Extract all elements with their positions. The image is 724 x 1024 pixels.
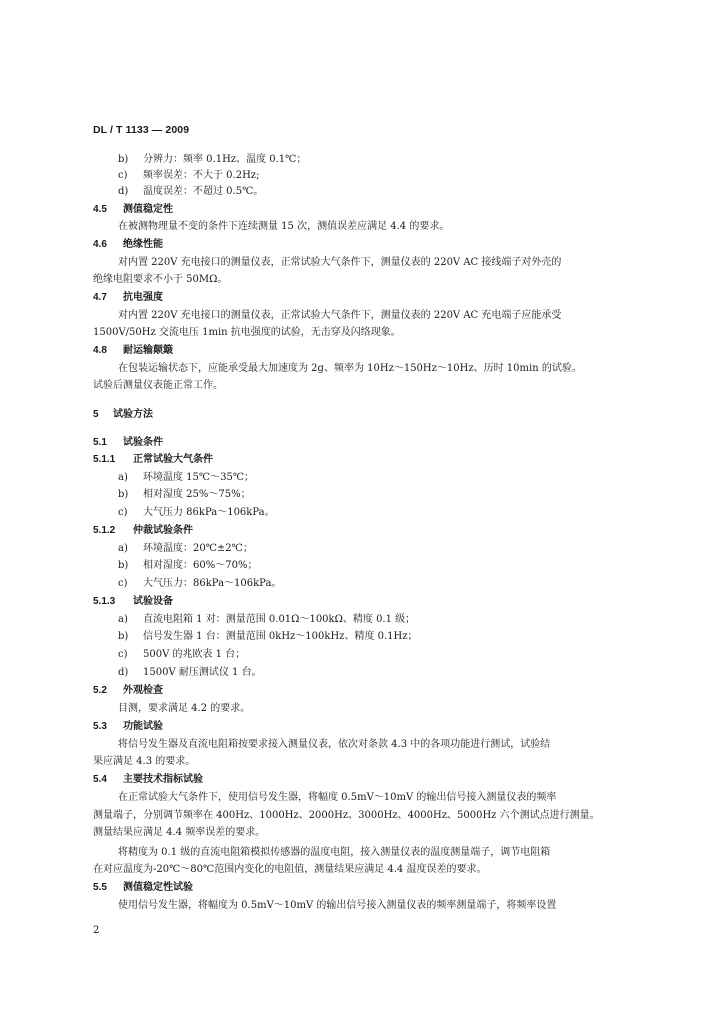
list-item [118, 648, 245, 662]
section-heading-5-1 [93, 436, 163, 450]
list-text: 相对湿度 25%～75%； [143, 489, 251, 500]
list-text: 1500V 耐压测试仪 1 台。 [143, 667, 262, 678]
section-heading-4-6 [93, 238, 163, 252]
section-title: 试验条件 [123, 437, 163, 448]
section-number: 4.7 [93, 292, 107, 303]
paragraph-line: 在包装运输状态下，应能承受最大加速度为 2g、频率为 10Hz～150Hz～10Hz、历时 10min 的试验。 [118, 363, 582, 374]
list-text: 分辨力：频率 0.1Hz、温度 0.1℃； [143, 154, 307, 165]
section-title: 功能试验 [123, 721, 163, 732]
list-item [118, 559, 257, 573]
list-marker: c) [118, 578, 128, 589]
list-item [118, 488, 251, 502]
list-marker: d) [118, 667, 129, 678]
paragraph-line: 果应满足 4.3 的要求。 [93, 756, 196, 767]
list-marker: c) [118, 649, 128, 660]
list-marker: a) [118, 543, 128, 554]
section-heading-5-1-3 [93, 595, 173, 609]
list-marker: b) [118, 489, 129, 500]
section-title: 仲裁试验条件 [133, 525, 193, 536]
section-title: 试验设备 [133, 596, 173, 607]
section-number: 5.1.2 [93, 525, 116, 536]
section-heading-4-7 [93, 291, 163, 305]
section-number: 5.5 [93, 882, 107, 893]
paragraph-line: 将信号发生器及直流电阻箱按要求接入测量仪表，依次对条款 4.3 中的各项功能进行测试，试验结 [118, 739, 551, 750]
list-marker: c) [118, 507, 128, 518]
list-text: 大气压力：86kPa～106kPa。 [143, 578, 282, 589]
section-title: 测值稳定性 [123, 204, 173, 215]
paragraph-line: 测量端子，分别调节频率在 400Hz、1000Hz、2000Hz、3000Hz、4000Hz、5000Hz 六个测试点进行测量。 [93, 810, 600, 821]
section-number: 5.3 [93, 721, 107, 732]
paragraph-line: 将精度为 0.1 级的直流电阻箱模拟传感器的温度电阻，接入测量仪表的温度测量端子，调节电阻箱 [118, 847, 551, 858]
paragraph: 目测，要求满足 4.2 的要求。 [118, 703, 251, 714]
list-item [118, 666, 262, 680]
page-number: 2 [93, 925, 100, 936]
list-item [118, 542, 253, 556]
section-heading-4-5 [93, 203, 173, 217]
list-marker: c) [118, 170, 128, 181]
list-marker: b) [118, 154, 129, 165]
section-number: 4.8 [93, 345, 107, 356]
section-heading-5-5 [93, 881, 193, 895]
section-title: 试验方法 [113, 409, 153, 420]
list-marker: d) [118, 186, 129, 197]
list-text: 环境温度：20℃±2℃； [143, 543, 253, 554]
list-marker: b) [118, 560, 129, 571]
section-title: 测值稳定性试验 [123, 882, 193, 893]
list-item [118, 577, 281, 591]
list-item [118, 153, 306, 167]
list-text: 直流电阻箱 1 对：测量范围 0.01Ω～100kΩ、精度 0.1 级； [143, 614, 416, 625]
section-heading-5-2 [93, 684, 163, 698]
list-text: 500V 的兆欧表 1 台； [143, 649, 246, 660]
section-heading-5-1-2 [93, 524, 193, 538]
list-item [118, 471, 254, 485]
section-number: 5.1.3 [93, 596, 116, 607]
list-text: 大气压力 86kPa～106kPa。 [143, 507, 275, 518]
section-heading-5-1-1 [93, 453, 213, 467]
section-title: 耐运输颠簸 [123, 345, 173, 356]
section-number: 5 [93, 409, 99, 420]
section-title: 正常试验大气条件 [133, 454, 213, 465]
section-heading-5-3 [93, 720, 163, 734]
section-title: 外观检查 [123, 685, 163, 696]
list-text: 相对湿度：60%～70%； [143, 560, 258, 571]
section-title: 抗电强度 [123, 292, 163, 303]
paragraph-line: 试验后测量仪表能正常工作。 [93, 380, 223, 391]
list-item [118, 169, 259, 183]
list-item [118, 506, 275, 520]
list-marker: a) [118, 472, 128, 483]
paragraph-line: 对内置 220V 充电接口的测量仪表，正常试验大气条件下，测量仪表的 220V AC 充电端子应能承受 [118, 310, 562, 321]
section-number: 5.4 [93, 774, 107, 785]
section-number: 4.6 [93, 239, 107, 250]
section-number: 5.1.1 [93, 454, 116, 465]
section-heading-4-8 [93, 344, 173, 358]
list-item [118, 630, 418, 644]
list-text: 温度误差：不超过 0.5℃。 [143, 186, 264, 197]
list-marker: b) [118, 631, 129, 642]
section-heading-5-4 [93, 773, 203, 787]
section-number: 4.5 [93, 204, 107, 215]
list-marker: a) [118, 614, 128, 625]
section-number: 5.2 [93, 685, 107, 696]
section-number: 5.1 [93, 437, 107, 448]
section-heading-5 [93, 408, 153, 422]
standard-code-header: DL / T 1133 — 2009 [93, 124, 190, 136]
paragraph-line: 1500V/50Hz 交流电压 1min 抗电强度的试验，无击穿及闪络现象。 [93, 327, 401, 338]
paragraph-line: 在正常试验大气条件下，使用信号发生器，将幅度 0.5mV～10mV 的输出信号接入测量仪表的频率 [118, 792, 557, 803]
list-item [118, 613, 415, 627]
list-text: 频率误差：不大于 0.2Hz; [143, 170, 260, 181]
section-title: 绝缘性能 [123, 239, 163, 250]
paragraph-line: 测量结果应满足 4.4 频率误差的要求。 [93, 827, 266, 838]
paragraph-line: 使用信号发生器，将幅度为 0.5mV～10mV 的输出信号接入测量仪表的频率测量端子，将频率设置 [118, 900, 557, 911]
paragraph-line: 绝缘电阻要求不小于 50MΩ。 [93, 274, 228, 285]
list-text: 环境温度 15℃～35℃； [143, 472, 255, 483]
paragraph-line: 在对应温度为-20℃～80℃范围内变化的电阻值，测量结果应满足 4.4 温度误差的要求。 [93, 864, 487, 875]
paragraph-line: 对内置 220V 充电接口的测量仪表，正常试验大气条件下，测量仪表的 220V AC 接线端子对外壳的 [118, 257, 562, 268]
section-title: 主要技术指标试验 [123, 774, 203, 785]
paragraph: 在被测物理量不变的条件下连续测量 15 次，测值误差应满足 4.4 的要求。 [118, 221, 450, 232]
list-text: 信号发生器 1 台：测量范围 0kHz～100kHz、精度 0.1Hz； [143, 631, 418, 642]
list-item [118, 185, 263, 199]
